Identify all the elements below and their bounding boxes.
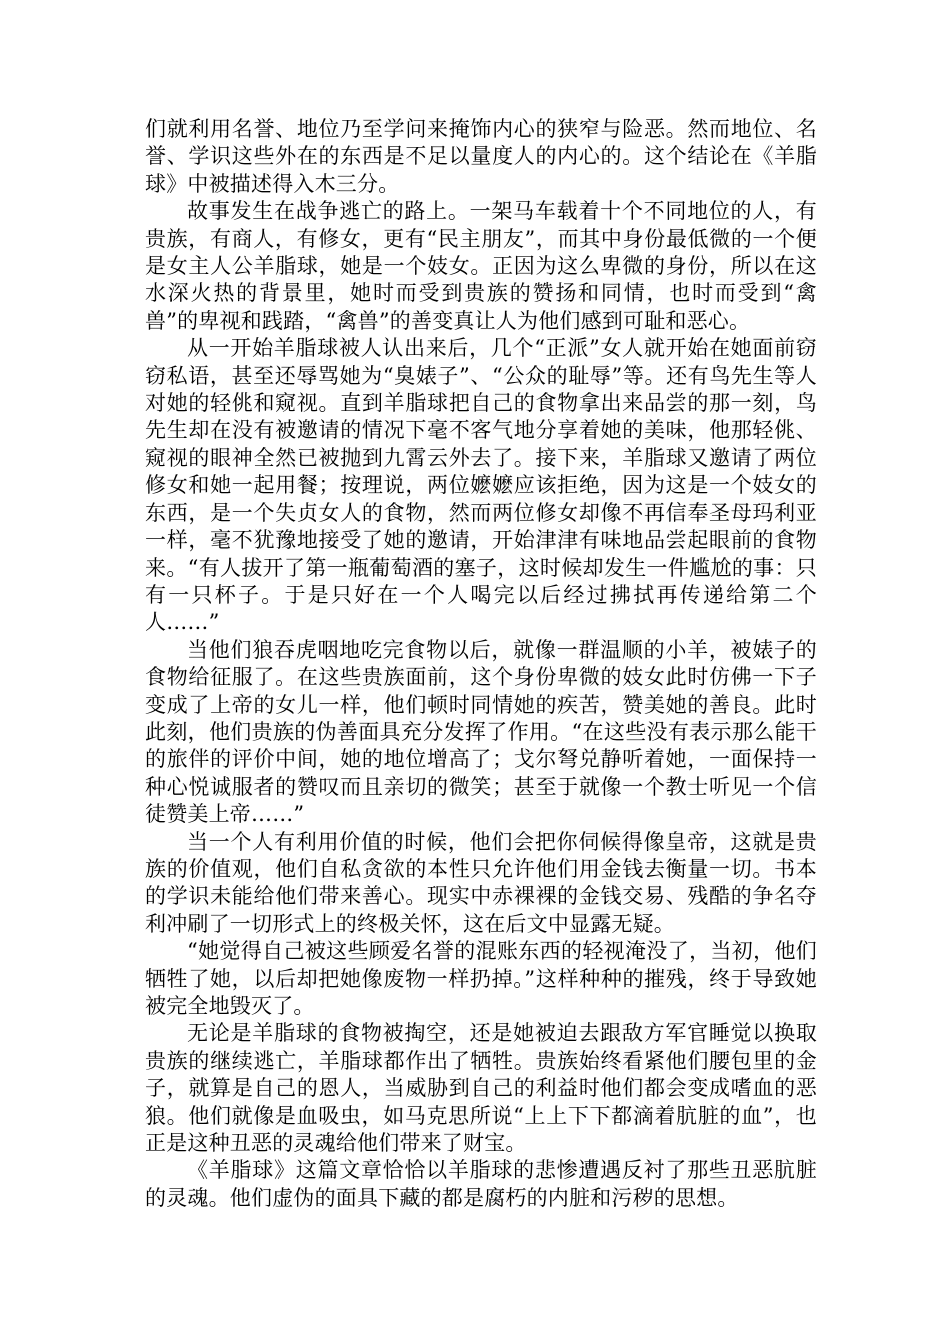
paragraph: 当他们狼吞虎咽地吃完食物以后，就像一群温顺的小羊，被婊子的食物给征服了。在这些贵族面前，这个身份卑微的妓女此时仿佛一下子变成了上帝的女儿一样，他们顿时同情她的疾苦，赞美她的善良。此时此刻，他们贵族的伪善面具充分发挥了作用。“在这些没有表示那么能干的旅伴的评价中间，她的地位增高了；戈尔弩兑静听着她，一面保持一种心悦诚服者的赞叹而且亲切的微笑；甚至于就像一个教士听见一个信徒赞美上帝……”: [145, 637, 817, 827]
paragraph: 从一开始羊脂球被人认出来后，几个“正派”女人就开始在她面前窃窃私语，甚至还辱骂她为“臭婊子”、“公众的耻辱”等。还有鸟先生等人对她的轻佻和窥视。直到羊脂球把自己的食物拿出来品尝的那一刻，鸟先生却在没有被邀请的情况下毫不客气地分享着她的美味，他那轻佻、窥视的眼神全然已被抛到九霄云外去了。接下来，羊脂球又邀请了两位修女和她一起用餐；按理说，两位嬷嬷应该拒绝，因为这是一个妓女的东西，是一个失贞女人的食物，然而两位修女却像不再信奉圣母玛利亚一样，毫不犹豫地接受了她的邀请，开始津津有味地品尝起眼前的食物来。“有人拔开了第一瓶葡萄酒的塞子，这时候却发生一件尴尬的事：只有一只杯子。于是只好在一个人喝完以后经过拂拭再传递给第二个人……”: [145, 336, 817, 635]
paragraph: “她觉得自己被这些顾爱名誉的混账东西的轻视淹没了，当初，他们牺牲了她，以后却把她像废物一样扔掉。”这样种种的摧残，终于导致她被完全地毁灭了。: [145, 939, 817, 1018]
paragraph: 们就利用名誉、地位乃至学问来掩饰内心的狭窄与险恶。然而地位、名誉、学识这些外在的东西是不足以量度人的内心的。这个结论在《羊脂球》中被描述得入木三分。: [145, 117, 817, 196]
paragraph: 当一个人有利用价值的时候，他们会把你伺候得像皇帝，这就是贵族的价值观，他们自私贪欲的本性只允许他们用金钱去衡量一切。书本的学识未能给他们带来善心。现实中赤裸裸的金钱交易、残酷的争名夺利冲刷了一切形式上的终极关怀，这在后文中显露无疑。: [145, 829, 817, 936]
paragraph: 无论是羊脂球的食物被掏空，还是她被迫去跟敌方军官睡觉以换取贵族的继续逃亡，羊脂球都作出了牺牲。贵族始终看紧他们腰包里的金子，就算是自己的恩人，当威胁到自己的利益时他们都会变成嗜血的恶狼。他们就像是血吸虫，如马克思所说“上上下下都滴着肮脏的血”，也正是这种丑恶的灵魂给他们带来了财宝。: [145, 1021, 817, 1156]
paragraph: 《羊脂球》这篇文章恰恰以羊脂球的悲惨遭遇反衬了那些丑恶肮脏的灵魂。他们虚伪的面具下藏的都是腐朽的内脏和污秽的思想。: [145, 1158, 817, 1210]
document-body: [145, 116, 817, 1212]
paragraph: 故事发生在战争逃亡的路上。一架马车载着十个不同地位的人，有贵族，有商人，有修女，更有“民主朋友”，而其中身份最低微的一个便是女主人公羊脂球，她是一个妓女。正因为这么卑微的身份，所以在这水深火热的背景里，她时而受到贵族的赞扬和同情，也时而受到“禽兽”的卑视和践踏，“禽兽”的善变真让人为他们感到可耻和恶心。: [145, 199, 817, 333]
